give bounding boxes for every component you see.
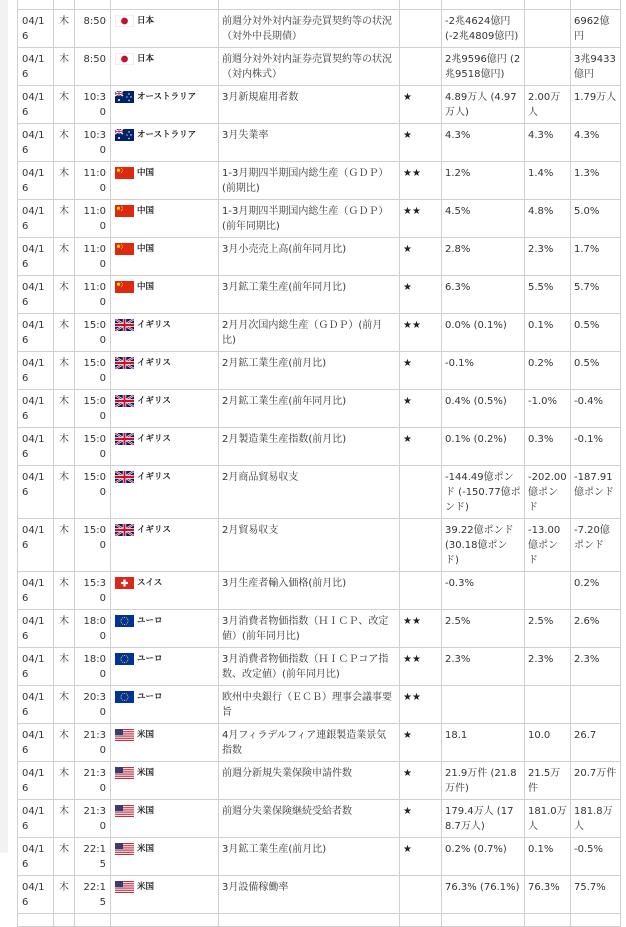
date-cell: 04/16 <box>18 86 54 124</box>
country-cell <box>111 800 219 838</box>
date-cell: 04/16 <box>18 124 54 162</box>
actual-cell: 39.22億ポンド (30.18億ポンド) <box>442 519 525 572</box>
previous-cell: 1.7% <box>571 238 621 276</box>
actual-cell: 2兆9596億円 (2兆9518億円) <box>442 48 525 86</box>
actual-cell: 0.0% (0.1%) <box>442 314 525 352</box>
date-cell: 04/16 <box>18 428 54 466</box>
date-cell: 04/16 <box>18 724 54 762</box>
date-cell: 04/16 <box>18 762 54 800</box>
dow-cell: 木 <box>54 10 75 48</box>
table-row <box>18 724 621 762</box>
date-cell: 04/16 <box>18 610 54 648</box>
importance-cell: ★★ <box>400 162 442 200</box>
dow-cell: 木 <box>54 352 75 390</box>
country-cell <box>111 838 219 876</box>
importance-cell: ★★ <box>400 686 442 724</box>
importance-cell: ★ <box>400 276 442 314</box>
forecast-cell: 2.00万人 <box>525 86 571 124</box>
actual-cell: -0.1% <box>442 352 525 390</box>
country-name: 中国 <box>137 206 155 216</box>
country-name: ユーロ <box>137 616 163 626</box>
country-cell <box>111 762 219 800</box>
country-name: 米国 <box>137 806 155 816</box>
country-cell <box>111 686 219 724</box>
importance-cell <box>400 48 442 86</box>
table-row <box>18 519 621 572</box>
previous-cell: 181.8万人 <box>571 800 621 838</box>
time-cell: 21:30 <box>75 724 111 762</box>
country-name: 日本 <box>137 16 155 26</box>
time-cell: 8:50 <box>75 10 111 48</box>
country-cell <box>111 162 219 200</box>
importance-cell <box>400 572 442 610</box>
event-cell: 1-3月期四半期国内総生産（ＧＤＰ）(前年同期比) <box>219 200 400 238</box>
time-cell: 11:00 <box>75 276 111 314</box>
country-cell <box>111 48 219 86</box>
event-cell: 前週分対外対内証券売買契約等の状況（対外中長期債） <box>219 10 400 48</box>
event-cell: 3月鉱工業生産(前月比) <box>219 838 400 876</box>
importance-cell: ★ <box>400 238 442 276</box>
table-row <box>18 238 621 276</box>
country-cell <box>111 10 219 48</box>
eu-flag-icon <box>115 691 134 703</box>
us-flag-icon <box>115 805 134 817</box>
previous-cell: -187.91億ポンド <box>571 466 621 519</box>
actual-cell: -2兆4624億円 (-2兆4809億円) <box>442 10 525 48</box>
country-name: 中国 <box>137 168 155 178</box>
calendar-container <box>17 0 621 927</box>
importance-cell <box>400 876 442 914</box>
forecast-cell <box>525 10 571 48</box>
calendar-rows <box>18 0 621 927</box>
importance-cell: ★★ <box>400 610 442 648</box>
importance-cell: ★ <box>400 762 442 800</box>
time-cell: 21:30 <box>75 800 111 838</box>
country-name: 米国 <box>137 730 155 740</box>
table-row <box>18 686 621 724</box>
country-cell <box>111 86 219 124</box>
time-cell: 15:00 <box>75 390 111 428</box>
table-row <box>18 572 621 610</box>
time-cell: 15:00 <box>75 519 111 572</box>
event-cell: 2月鉱工業生産(前月比) <box>219 352 400 390</box>
forecast-cell <box>525 686 571 724</box>
previous-cell: -0.4% <box>571 390 621 428</box>
time-cell: 8:50 <box>75 48 111 86</box>
forecast-cell: 1.4% <box>525 162 571 200</box>
actual-cell: -0.3% <box>442 572 525 610</box>
country-name: ユーロ <box>137 692 163 702</box>
country-name: イギリス <box>137 472 171 482</box>
us-flag-icon <box>115 729 134 741</box>
table-row-partial-top <box>18 0 621 10</box>
us-flag-icon <box>115 767 134 779</box>
time-cell: 18:00 <box>75 610 111 648</box>
dow-cell: 木 <box>54 466 75 519</box>
country-cell <box>111 238 219 276</box>
actual-cell: 2.3% <box>442 648 525 686</box>
ch-flag-icon <box>115 577 134 589</box>
actual-cell: -144.49億ポンド (-150.77億ポンド) <box>442 466 525 519</box>
table-row <box>18 428 621 466</box>
gb-flag-icon <box>115 357 134 369</box>
event-cell: 2月鉱工業生産(前年同月比) <box>219 390 400 428</box>
dow-cell: 木 <box>54 838 75 876</box>
table-row <box>18 800 621 838</box>
dow-cell: 木 <box>54 572 75 610</box>
date-cell: 04/16 <box>18 572 54 610</box>
country-name: 米国 <box>137 768 155 778</box>
event-cell: 3月生産者輸入価格(前月比) <box>219 572 400 610</box>
event-cell: 3月消費者物価指数（ＨＩＣＰ、改定値）(前年同月比) <box>219 610 400 648</box>
country-name: 米国 <box>137 882 155 892</box>
previous-cell: 0.2% <box>571 572 621 610</box>
date-cell: 04/16 <box>18 238 54 276</box>
time-cell: 11:00 <box>75 200 111 238</box>
table-row <box>18 314 621 352</box>
previous-cell: 3兆9433億円 <box>571 48 621 86</box>
dow-cell: 木 <box>54 276 75 314</box>
gb-flag-icon <box>115 433 134 445</box>
date-cell: 04/16 <box>18 314 54 352</box>
dow-cell: 木 <box>54 200 75 238</box>
actual-cell <box>442 686 525 724</box>
previous-cell <box>571 686 621 724</box>
event-cell: 4月フィラデルフィア連銀製造業景気指数 <box>219 724 400 762</box>
forecast-cell: 181.0万人 <box>525 800 571 838</box>
event-cell: 3月小売売上高(前年同月比) <box>219 238 400 276</box>
event-cell: 3月鉱工業生産(前年同月比) <box>219 276 400 314</box>
country-cell <box>111 724 219 762</box>
previous-cell: -0.5% <box>571 838 621 876</box>
country-cell <box>111 124 219 162</box>
previous-cell: -0.1% <box>571 428 621 466</box>
country-cell <box>111 466 219 519</box>
dow-cell: 木 <box>54 876 75 914</box>
table-row <box>18 276 621 314</box>
actual-cell: 4.89万人 (4.97万人) <box>442 86 525 124</box>
actual-cell: 0.1% (0.2%) <box>442 428 525 466</box>
time-cell: 15:30 <box>75 572 111 610</box>
country-name: イギリス <box>137 320 171 330</box>
date-cell: 04/16 <box>18 276 54 314</box>
table-row <box>18 48 621 86</box>
actual-cell: 76.3% (76.1%) <box>442 876 525 914</box>
dow-cell: 木 <box>54 428 75 466</box>
forecast-cell: 2.5% <box>525 610 571 648</box>
time-cell: 21:30 <box>75 762 111 800</box>
actual-cell: 179.4万人 (178.7万人) <box>442 800 525 838</box>
importance-cell: ★★ <box>400 200 442 238</box>
jp-flag-icon <box>115 15 134 27</box>
jp-flag-icon <box>115 53 134 65</box>
previous-cell: 6962億円 <box>571 10 621 48</box>
dow-cell: 木 <box>54 800 75 838</box>
scrollbar-track[interactable] <box>0 0 8 853</box>
date-cell: 04/16 <box>18 466 54 519</box>
previous-cell: 5.0% <box>571 200 621 238</box>
us-flag-icon <box>115 881 134 893</box>
gb-flag-icon <box>115 395 134 407</box>
previous-cell: 75.7% <box>571 876 621 914</box>
importance-cell: ★ <box>400 390 442 428</box>
country-cell <box>111 390 219 428</box>
table-row <box>18 466 621 519</box>
event-cell: 2月製造業生産指数(前月比) <box>219 428 400 466</box>
country-cell <box>111 519 219 572</box>
date-cell: 04/16 <box>18 352 54 390</box>
country-cell <box>111 428 219 466</box>
previous-cell: -7.20億ポンド <box>571 519 621 572</box>
event-cell: 2月月次国内総生産（ＧＤＰ）(前月比) <box>219 314 400 352</box>
economic-calendar-table <box>17 0 621 927</box>
forecast-cell: 0.1% <box>525 838 571 876</box>
date-cell: 04/16 <box>18 800 54 838</box>
actual-cell: 2.8% <box>442 238 525 276</box>
country-cell <box>111 352 219 390</box>
country-name: オーストラリア <box>137 92 197 102</box>
forecast-cell: 2.3% <box>525 648 571 686</box>
importance-cell: ★ <box>400 428 442 466</box>
table-row <box>18 762 621 800</box>
forecast-cell: -202.00億ポンド <box>525 466 571 519</box>
country-name: オーストラリア <box>137 130 197 140</box>
dow-cell: 木 <box>54 314 75 352</box>
time-cell: 22:15 <box>75 838 111 876</box>
country-cell <box>111 200 219 238</box>
forecast-cell: 10.0 <box>525 724 571 762</box>
importance-cell: ★★ <box>400 648 442 686</box>
actual-cell: 0.2% (0.7%) <box>442 838 525 876</box>
au-flag-icon <box>115 91 134 103</box>
table-row <box>18 838 621 876</box>
dow-cell: 木 <box>54 686 75 724</box>
country-cell <box>111 572 219 610</box>
dow-cell: 木 <box>54 762 75 800</box>
event-cell: 欧州中央銀行（ＥＣＢ）理事会議事要旨 <box>219 686 400 724</box>
importance-cell: ★ <box>400 724 442 762</box>
time-cell: 11:00 <box>75 238 111 276</box>
previous-cell: 2.6% <box>571 610 621 648</box>
event-cell: 前週分新規失業保険申請件数 <box>219 762 400 800</box>
gb-flag-icon <box>115 524 134 536</box>
actual-cell: 4.3% <box>442 124 525 162</box>
country-cell <box>111 610 219 648</box>
previous-cell: 26.7 <box>571 724 621 762</box>
previous-cell: 5.7% <box>571 276 621 314</box>
table-row <box>18 200 621 238</box>
country-name: イギリス <box>137 358 171 368</box>
date-cell: 04/16 <box>18 876 54 914</box>
time-cell: 22:15 <box>75 876 111 914</box>
importance-cell: ★ <box>400 838 442 876</box>
time-cell: 18:00 <box>75 648 111 686</box>
eu-flag-icon <box>115 653 134 665</box>
country-name: イギリス <box>137 434 171 444</box>
event-cell: 2月貿易収支 <box>219 519 400 572</box>
table-row <box>18 352 621 390</box>
dow-cell: 木 <box>54 86 75 124</box>
time-cell: 20:30 <box>75 686 111 724</box>
dow-cell: 木 <box>54 724 75 762</box>
table-row <box>18 10 621 48</box>
forecast-cell: 0.3% <box>525 428 571 466</box>
actual-cell: 2.5% <box>442 610 525 648</box>
date-cell: 04/16 <box>18 200 54 238</box>
table-row <box>18 390 621 428</box>
time-cell: 15:00 <box>75 466 111 519</box>
dow-cell: 木 <box>54 48 75 86</box>
time-cell: 15:00 <box>75 314 111 352</box>
country-cell <box>111 314 219 352</box>
table-row <box>18 648 621 686</box>
table-row <box>18 610 621 648</box>
previous-cell: 0.5% <box>571 352 621 390</box>
country-cell <box>111 276 219 314</box>
event-cell: 3月失業率 <box>219 124 400 162</box>
importance-cell <box>400 519 442 572</box>
gb-flag-icon <box>115 471 134 483</box>
importance-cell: ★ <box>400 800 442 838</box>
cn-flag-icon <box>115 243 134 255</box>
importance-cell: ★ <box>400 124 442 162</box>
country-name: 米国 <box>137 844 155 854</box>
dow-cell: 木 <box>54 610 75 648</box>
event-cell: 2月商品貿易収支 <box>219 466 400 519</box>
forecast-cell: 4.3% <box>525 124 571 162</box>
event-cell: 前週分対外対内証券売買契約等の状況（対内株式） <box>219 48 400 86</box>
actual-cell: 1.2% <box>442 162 525 200</box>
date-cell: 04/16 <box>18 162 54 200</box>
importance-cell: ★ <box>400 86 442 124</box>
date-cell: 04/16 <box>18 10 54 48</box>
country-name: スイス <box>137 578 163 588</box>
date-cell: 04/16 <box>18 519 54 572</box>
event-cell: 3月消費者物価指数（ＨＩＣＰコア指数、改定値）(前年同月比) <box>219 648 400 686</box>
forecast-cell: 21.5万件 <box>525 762 571 800</box>
event-cell: 1-3月期四半期国内総生産（ＧＤＰ）(前期比) <box>219 162 400 200</box>
forecast-cell <box>525 572 571 610</box>
importance-cell: ★★ <box>400 314 442 352</box>
forecast-cell: 76.3% <box>525 876 571 914</box>
cn-flag-icon <box>115 205 134 217</box>
eu-flag-icon <box>115 615 134 627</box>
dow-cell: 木 <box>54 519 75 572</box>
table-row <box>18 876 621 914</box>
gb-flag-icon <box>115 319 134 331</box>
previous-cell: 20.7万件 <box>571 762 621 800</box>
forecast-cell: -1.0% <box>525 390 571 428</box>
event-cell: 前週分失業保険継続受給者数 <box>219 800 400 838</box>
country-name: イギリス <box>137 396 171 406</box>
previous-cell: 2.3% <box>571 648 621 686</box>
forecast-cell: -13.00億ポンド <box>525 519 571 572</box>
au-flag-icon <box>115 129 134 141</box>
event-cell: 3月新規雇用者数 <box>219 86 400 124</box>
importance-cell <box>400 10 442 48</box>
dow-cell: 木 <box>54 648 75 686</box>
dow-cell: 木 <box>54 162 75 200</box>
time-cell: 15:00 <box>75 352 111 390</box>
actual-cell: 18.1 <box>442 724 525 762</box>
importance-cell <box>400 466 442 519</box>
date-cell: 04/16 <box>18 838 54 876</box>
cn-flag-icon <box>115 167 134 179</box>
previous-cell: 0.5% <box>571 314 621 352</box>
country-name: 日本 <box>137 54 155 64</box>
date-cell: 04/16 <box>18 686 54 724</box>
actual-cell: 6.3% <box>442 276 525 314</box>
time-cell: 15:00 <box>75 428 111 466</box>
country-cell <box>111 648 219 686</box>
time-cell: 10:30 <box>75 124 111 162</box>
forecast-cell <box>525 48 571 86</box>
time-cell: 11:00 <box>75 162 111 200</box>
previous-cell: 1.79万人 <box>571 86 621 124</box>
country-cell <box>111 876 219 914</box>
forecast-cell: 0.2% <box>525 352 571 390</box>
country-name: ユーロ <box>137 654 163 664</box>
dow-cell: 木 <box>54 238 75 276</box>
country-name: 中国 <box>137 244 155 254</box>
forecast-cell: 2.3% <box>525 238 571 276</box>
dow-cell: 木 <box>54 124 75 162</box>
cn-flag-icon <box>115 281 134 293</box>
previous-cell: 4.3% <box>571 124 621 162</box>
forecast-cell: 4.8% <box>525 200 571 238</box>
forecast-cell: 5.5% <box>525 276 571 314</box>
table-row-partial-bottom <box>18 914 621 927</box>
table-row <box>18 124 621 162</box>
country-name: 中国 <box>137 282 155 292</box>
event-cell: 3月設備稼働率 <box>219 876 400 914</box>
table-row <box>18 162 621 200</box>
table-row <box>18 86 621 124</box>
actual-cell: 4.5% <box>442 200 525 238</box>
date-cell: 04/16 <box>18 390 54 428</box>
date-cell: 04/16 <box>18 48 54 86</box>
importance-cell: ★ <box>400 352 442 390</box>
previous-cell: 1.3% <box>571 162 621 200</box>
actual-cell: 21.9万件 (21.8万件) <box>442 762 525 800</box>
dow-cell: 木 <box>54 390 75 428</box>
country-name: イギリス <box>137 525 171 535</box>
actual-cell: 0.4% (0.5%) <box>442 390 525 428</box>
time-cell: 10:30 <box>75 86 111 124</box>
forecast-cell: 0.1% <box>525 314 571 352</box>
date-cell: 04/16 <box>18 648 54 686</box>
